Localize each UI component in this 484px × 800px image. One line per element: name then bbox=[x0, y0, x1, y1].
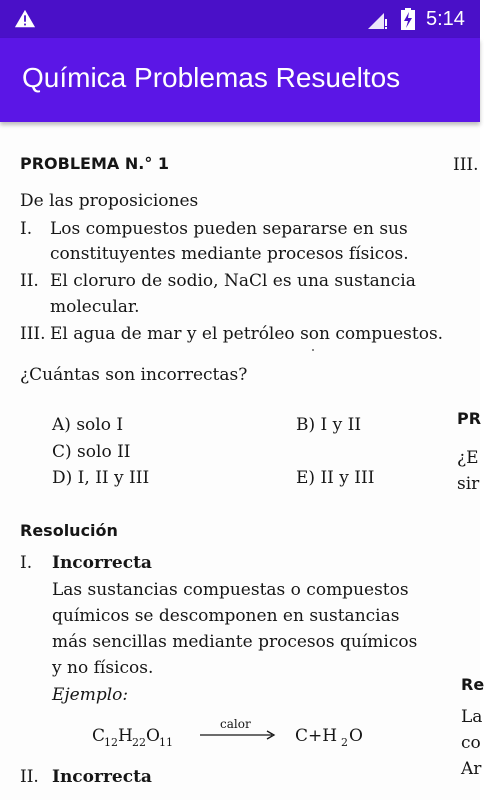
proposition-line: molecular. bbox=[50, 297, 140, 317]
ink-dot bbox=[312, 349, 314, 351]
right-column-fragment: sir bbox=[457, 474, 480, 494]
app-title: Química Problemas Resueltos bbox=[22, 62, 401, 93]
signal-icon bbox=[366, 10, 388, 30]
option-c: C) solo II bbox=[52, 442, 131, 462]
resolution-line: químicos se descomponen en sustancias bbox=[52, 606, 400, 626]
right-column-fragment: co bbox=[461, 733, 481, 753]
warning-icon bbox=[14, 8, 36, 30]
question-text: ¿Cuántas son incorrectas? bbox=[20, 365, 248, 385]
resolution-num: I. bbox=[20, 553, 33, 573]
reactant-o: O bbox=[146, 726, 160, 746]
resolution-verdict: Incorrecta bbox=[52, 553, 152, 573]
status-time: 5:14 bbox=[426, 8, 465, 30]
subscript: 11 bbox=[159, 736, 173, 749]
right-column-fragment: Ar bbox=[461, 759, 482, 779]
document-page[interactable] bbox=[0, 122, 484, 800]
proposition-num: III. bbox=[20, 324, 46, 344]
proposition-num: II. bbox=[20, 271, 39, 291]
right-column-fragment: ¿E bbox=[457, 448, 479, 468]
resolution-line: Las sustancias compuestas o compuestos bbox=[52, 580, 409, 600]
option-b: B) I y II bbox=[296, 415, 362, 435]
status-bar bbox=[0, 0, 480, 38]
problem-title: PROBLEMA N.° 1 bbox=[20, 154, 170, 173]
app-bar bbox=[0, 38, 480, 122]
product-o: O bbox=[349, 726, 363, 746]
option-e: E) II y III bbox=[296, 468, 375, 488]
proposition-line: El agua de mar y el petróleo son compuestos. bbox=[50, 324, 444, 344]
products: C+H bbox=[295, 726, 338, 746]
resolution-num: II. bbox=[20, 767, 39, 787]
option-a: A) solo I bbox=[52, 415, 124, 435]
proposition-line: constituyentes mediante procesos físicos. bbox=[50, 244, 409, 264]
subscript: 22 bbox=[132, 736, 146, 749]
right-column-fragment: III. bbox=[453, 155, 479, 175]
subscript: 12 bbox=[104, 736, 118, 749]
right-column-fragment: PR bbox=[457, 409, 482, 428]
resolution-line: y no físicos. bbox=[52, 658, 154, 678]
chemical-reaction bbox=[92, 719, 392, 749]
proposition-num: I. bbox=[20, 219, 33, 239]
intro-text: De las proposiciones bbox=[20, 191, 199, 211]
proposition-line: El cloruro de sodio, NaCl es una sustancia bbox=[50, 271, 416, 291]
subscript: 2 bbox=[341, 736, 348, 749]
right-column-fragment: La bbox=[461, 707, 483, 727]
arrow-label: calor bbox=[220, 717, 251, 731]
reactant-c: C bbox=[92, 726, 106, 746]
resolution-verdict: Incorrecta bbox=[52, 767, 152, 787]
reactant-h: H bbox=[118, 726, 133, 746]
battery-icon bbox=[401, 8, 415, 30]
option-d: D) I, II y III bbox=[52, 468, 150, 488]
right-column-fragment: Re bbox=[461, 675, 484, 694]
resolution-title: Resolución bbox=[20, 521, 118, 540]
resolution-line: más sencillas mediante procesos químicos bbox=[52, 632, 418, 652]
proposition-line: Los compuestos pueden separarse en sus bbox=[50, 219, 408, 239]
example-label: Ejemplo: bbox=[52, 685, 129, 705]
